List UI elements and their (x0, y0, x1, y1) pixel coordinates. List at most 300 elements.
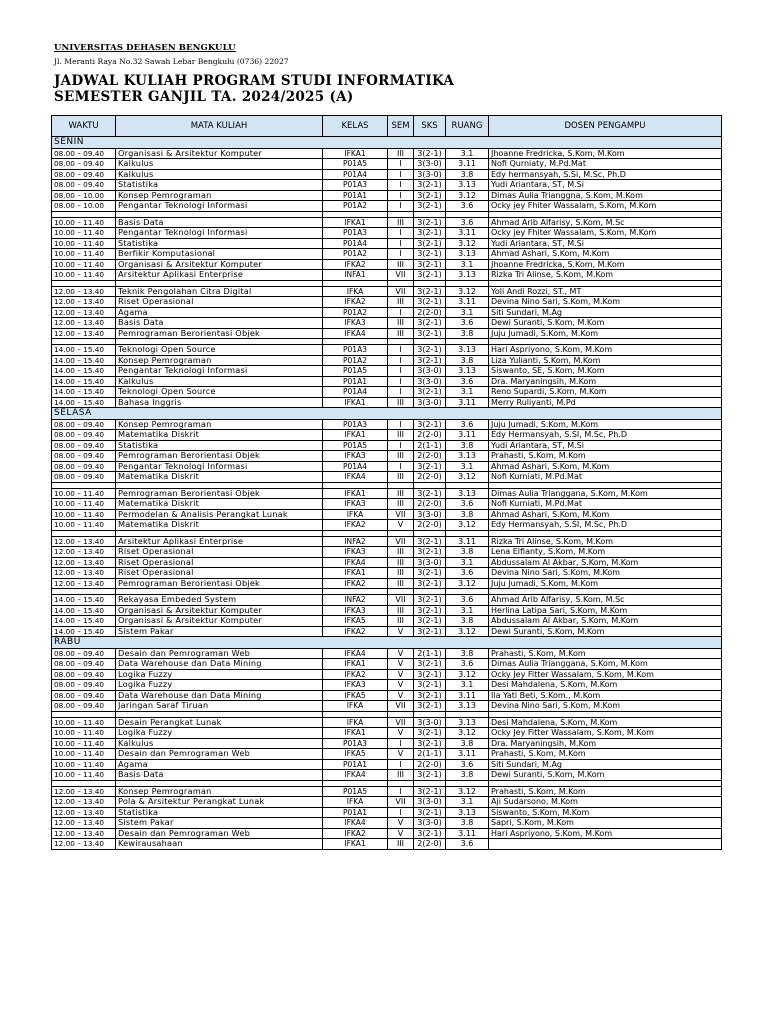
table-row (52, 159, 722, 170)
cell-sks: 3(2-1) (414, 669, 446, 680)
cell-ruang: 3.6 (446, 419, 489, 430)
cell-kelas: IFKA1 (323, 397, 388, 408)
cell-sem: VII (388, 595, 414, 606)
cell-ruang: 3.13 (446, 345, 489, 356)
cell-waktu: 08.00 – 09.40 (52, 419, 116, 430)
cell-mata-kuliah: Teknologi Open Source (116, 387, 323, 398)
cell-ruang: 3.8 (446, 738, 489, 749)
cell-sem: III (388, 217, 414, 228)
cell-mata-kuliah: Riset Operasional (116, 557, 323, 568)
cell-sks: 3(2-1) (414, 807, 446, 818)
cell-kelas: IFKA1 (323, 839, 388, 850)
cell-mata-kuliah: Data Warehouse dan Data Mining (116, 690, 323, 701)
cell-sks: 3(2-1) (414, 286, 446, 297)
cell-kelas: IFKA2 (323, 626, 388, 637)
cell-mata-kuliah: Pemrograman Berorientasi Objek (116, 488, 323, 499)
cell-sks: 3(2-1) (414, 536, 446, 547)
cell-mata-kuliah: Pemrograman Berorientasi Objek (116, 578, 323, 589)
cell-ruang: 3.12 (446, 626, 489, 637)
cell-kelas: P01A3 (323, 345, 388, 356)
cell-dosen: Edy hermansyah, S.Si, M.Sc, Ph.D (489, 169, 722, 180)
cell-kelas: IFKA3 (323, 318, 388, 329)
cell-waktu: 12.00 – 13.40 (52, 786, 116, 797)
cell-mata-kuliah: Basis Data (116, 217, 323, 228)
cell-sem: I (388, 307, 414, 318)
cell-ruang: 3.1 (446, 605, 489, 616)
cell-waktu: 08.00 – 09.40 (52, 430, 116, 441)
cell-dosen: Dewi Suranti, S.Kom, M.Kom (489, 770, 722, 781)
cell-sks: 2(2-0) (414, 430, 446, 441)
table-row (52, 217, 722, 228)
cell-sks: 3(3-0) (414, 366, 446, 377)
cell-kelas: IFKA (323, 509, 388, 520)
cell-dosen: Prahasti, S.Kom, M.Kom (489, 786, 722, 797)
cell-kelas: P01A4 (323, 461, 388, 472)
cell-dosen: Jhoanne Fredricka, S.Kom, M.Kom (489, 148, 722, 159)
cell-mata-kuliah: Kalkulus (116, 738, 323, 749)
cell-ruang: 3.6 (446, 839, 489, 850)
cell-sem: III (388, 568, 414, 579)
cell-ruang: 3.12 (446, 286, 489, 297)
cell-dosen: Siti Sundari, M.Ag (489, 307, 722, 318)
cell-waktu: 08.00 – 09.40 (52, 159, 116, 170)
cell-sks: 3(2-1) (414, 419, 446, 430)
cell-sks: 3(2-1) (414, 461, 446, 472)
cell-sem: III (388, 839, 414, 850)
cell-mata-kuliah: Matematika Diskrit (116, 520, 323, 531)
cell-kelas: IFKA3 (323, 680, 388, 691)
table-row (52, 201, 722, 212)
cell-ruang: 3.11 (446, 690, 489, 701)
cell-sks: 3(2-1) (414, 297, 446, 308)
cell-ruang: 3.1 (446, 307, 489, 318)
cell-kelas: P01A3 (323, 419, 388, 430)
header-mata-kuliah: MATA KULIAH (116, 116, 323, 137)
cell-ruang: 3.12 (446, 728, 489, 739)
table-row (52, 345, 722, 356)
cell-waktu: 10.00 – 11.40 (52, 488, 116, 499)
cell-mata-kuliah: Konsep Pemrograman (116, 419, 323, 430)
cell-sem: I (388, 169, 414, 180)
cell-ruang: 3.13 (446, 249, 489, 260)
table-row (52, 749, 722, 760)
table-row (52, 328, 722, 339)
cell-sem: III (388, 318, 414, 329)
table-row (52, 690, 722, 701)
cell-ruang: 3.11 (446, 297, 489, 308)
cell-waktu: 14.00 – 15.40 (52, 595, 116, 606)
cell-waktu: 08.00 – 09.40 (52, 180, 116, 191)
table-row (52, 770, 722, 781)
cell-mata-kuliah: Rekayasa Embeded System (116, 595, 323, 606)
cell-kelas: P01A2 (323, 249, 388, 260)
cell-ruang: 3.6 (446, 595, 489, 606)
header-dosen: DOSEN PENGAMPU (489, 116, 722, 137)
cell-dosen: Juju Jumadi, S.Kom, M.Kom (489, 419, 722, 430)
cell-kelas: IFKA (323, 797, 388, 808)
cell-waktu: 12.00 – 13.40 (52, 828, 116, 839)
table-row (52, 249, 722, 260)
cell-kelas: IFKA (323, 286, 388, 297)
cell-sem: VII (388, 270, 414, 281)
cell-kelas: P01A3 (323, 180, 388, 191)
cell-waktu: 12.00 – 13.40 (52, 547, 116, 558)
cell-mata-kuliah: Statistika (116, 180, 323, 191)
table-row (52, 547, 722, 558)
cell-sks: 2(2-0) (414, 472, 446, 483)
cell-sem: V (388, 818, 414, 829)
cell-ruang: 3.13 (446, 717, 489, 728)
cell-sks: 2(2-0) (414, 839, 446, 850)
cell-sem: VII (388, 536, 414, 547)
cell-dosen: Ocky Jey Fitter Wassalam, S.Kom, M.Kom (489, 728, 722, 739)
cell-dosen: Ahmad Arib Alfarisy, S.Kom, M.Sc (489, 217, 722, 228)
cell-waktu: 08.00 – 09.40 (52, 680, 116, 691)
cell-sem: I (388, 159, 414, 170)
cell-sks: 3(2-1) (414, 259, 446, 270)
cell-kelas: IFKA5 (323, 690, 388, 701)
cell-kelas: IFKA4 (323, 472, 388, 483)
cell-dosen: Hari Aspriyono, S.Kom, M.Kom (489, 345, 722, 356)
cell-sem: III (388, 297, 414, 308)
cell-mata-kuliah: Statistika (116, 238, 323, 249)
cell-mata-kuliah: Organisasi & Arsitektur Komputer (116, 259, 323, 270)
table-row (52, 451, 722, 462)
cell-mata-kuliah: Sistem Pakar (116, 626, 323, 637)
cell-waktu: 10.00 – 11.40 (52, 770, 116, 781)
cell-dosen: Dra. Maryaningsih, M.Kom (489, 738, 722, 749)
day-header-row (52, 137, 722, 149)
cell-ruang: 3.1 (446, 797, 489, 808)
cell-waktu: 10.00 – 11.40 (52, 238, 116, 249)
table-row (52, 190, 722, 201)
cell-mata-kuliah: Organisasi & Arsitektur Komputer (116, 616, 323, 627)
cell-sem: I (388, 786, 414, 797)
cell-ruang: 3.11 (446, 228, 489, 239)
cell-sks: 3(2-1) (414, 680, 446, 691)
cell-kelas: P01A5 (323, 786, 388, 797)
schedule-title: JADWAL KULIAH PROGRAM STUDI INFORMATIKA (54, 73, 455, 89)
table-row (52, 286, 722, 297)
cell-dosen: Dra. Maryaningsih, M.Kom (489, 376, 722, 387)
table-row (52, 169, 722, 180)
cell-mata-kuliah: Teknologi Open Source (116, 345, 323, 356)
cell-kelas: IFKA1 (323, 488, 388, 499)
cell-ruang: 3.11 (446, 397, 489, 408)
cell-dosen: Rizka Tri Alinse, S.Kom, M.Kom (489, 536, 722, 547)
cell-sem: I (388, 228, 414, 239)
schedule-table (51, 115, 722, 850)
cell-dosen: Ahmad Ashari, S.Kom, M.Kom (489, 249, 722, 260)
cell-mata-kuliah: Jaringan Saraf Tiruan (116, 701, 323, 712)
cell-waktu: 14.00 – 15.40 (52, 605, 116, 616)
cell-sem: III (388, 472, 414, 483)
table-row (52, 376, 722, 387)
cell-sks: 3(2-1) (414, 605, 446, 616)
cell-sks: 2(2-0) (414, 520, 446, 531)
cell-sem: III (388, 328, 414, 339)
cell-sks: 3(2-1) (414, 180, 446, 191)
cell-mata-kuliah: Desain dan Pemrograman Web (116, 648, 323, 659)
cell-sem: V (388, 669, 414, 680)
cell-sks: 3(2-1) (414, 786, 446, 797)
cell-sem: VII (388, 797, 414, 808)
cell-dosen: Ahmad Ashari, S.Kom, M.Kom (489, 461, 722, 472)
cell-waktu: 10.00 – 11.40 (52, 499, 116, 510)
cell-dosen: Yudi Ariantara, ST, M.Si (489, 238, 722, 249)
cell-sks: 3(2-1) (414, 249, 446, 260)
cell-mata-kuliah: Kalkulus (116, 159, 323, 170)
cell-dosen: Nofi Qurniaty, M.Pd.Mat (489, 159, 722, 170)
cell-ruang: 3.8 (446, 440, 489, 451)
cell-ruang: 3.8 (446, 616, 489, 627)
cell-sks: 3(3-0) (414, 397, 446, 408)
table-row (52, 148, 722, 159)
cell-ruang: 3.12 (446, 190, 489, 201)
cell-sem: III (388, 259, 414, 270)
cell-sem: V (388, 659, 414, 670)
cell-waktu: 10.00 – 11.40 (52, 259, 116, 270)
cell-sks: 3(2-1) (414, 387, 446, 398)
cell-mata-kuliah: Data Warehouse dan Data Mining (116, 659, 323, 670)
cell-sks: 3(2-1) (414, 616, 446, 627)
cell-sem: III (388, 557, 414, 568)
cell-ruang: 3.12 (446, 578, 489, 589)
cell-sks: 3(3-0) (414, 557, 446, 568)
cell-kelas: IFKA5 (323, 749, 388, 760)
cell-ruang: 3.8 (446, 328, 489, 339)
cell-ruang: 3.13 (446, 270, 489, 281)
cell-dosen: Jhoanne Fredricka, S.Kom, M.Kom (489, 259, 722, 270)
schedule-body (52, 137, 722, 850)
table-row (52, 616, 722, 627)
cell-waktu: 08.00 – 10.00 (52, 201, 116, 212)
cell-kelas: P01A1 (323, 376, 388, 387)
cell-mata-kuliah: Agama (116, 307, 323, 318)
cell-sks: 3(2-1) (414, 728, 446, 739)
table-row (52, 488, 722, 499)
cell-dosen: Dimas Aulia Trianggna, S.Kom, M.Kom (489, 190, 722, 201)
table-row (52, 430, 722, 441)
cell-ruang: 3.11 (446, 430, 489, 441)
cell-sks: 2(2-0) (414, 759, 446, 770)
table-row (52, 461, 722, 472)
cell-kelas: P01A5 (323, 159, 388, 170)
cell-dosen: Prahasti, S.Kom, M.Kom (489, 648, 722, 659)
cell-kelas: P01A4 (323, 238, 388, 249)
cell-waktu: 08.00 – 09.40 (52, 451, 116, 462)
cell-kelas: IFKA3 (323, 451, 388, 462)
table-row (52, 605, 722, 616)
day-header-row (52, 408, 722, 420)
cell-sks: 3(3-0) (414, 797, 446, 808)
cell-ruang: 3.12 (446, 669, 489, 680)
cell-dosen: Ila Yati Beti, S.Kom., M.Kom (489, 690, 722, 701)
cell-kelas: P01A2 (323, 355, 388, 366)
cell-waktu: 08.00 – 09.40 (52, 472, 116, 483)
cell-ruang: 3.13 (446, 366, 489, 377)
table-row (52, 440, 722, 451)
cell-waktu: 08.00 – 09.40 (52, 440, 116, 451)
cell-mata-kuliah: Desain dan Pemrograman Web (116, 828, 323, 839)
cell-waktu: 08.00 – 09.40 (52, 701, 116, 712)
cell-dosen: Devina Nino Sari, S.Kom, M.Kom (489, 568, 722, 579)
cell-kelas: IFKA1 (323, 148, 388, 159)
cell-waktu: 12.00 – 13.40 (52, 328, 116, 339)
day-name: SELASA (52, 408, 722, 420)
cell-sem: III (388, 488, 414, 499)
cell-sks: 3(2-1) (414, 547, 446, 558)
cell-dosen: Liza Yulianti, S.Kom, M.Kom (489, 355, 722, 366)
table-row (52, 238, 722, 249)
cell-dosen: Desi Mahdalena, S.Kom, M.Kom (489, 717, 722, 728)
cell-waktu: 10.00 – 11.40 (52, 738, 116, 749)
cell-dosen: Rizka Tri Alinse, S.Kom, M.Kom (489, 270, 722, 281)
cell-mata-kuliah: Permodelan & Analisis Perangkat Lunak (116, 509, 323, 520)
table-row (52, 839, 722, 850)
table-header-row (52, 116, 722, 137)
cell-mata-kuliah: Kalkulus (116, 376, 323, 387)
cell-ruang: 3.8 (446, 648, 489, 659)
cell-kelas: P01A1 (323, 759, 388, 770)
header-ruang: RUANG (446, 116, 489, 137)
table-row (52, 270, 722, 281)
table-row (52, 318, 722, 329)
cell-dosen: Aji Sudarsono, M.Kom (489, 797, 722, 808)
cell-sem: VII (388, 701, 414, 712)
cell-kelas: P01A1 (323, 807, 388, 818)
table-row (52, 717, 722, 728)
cell-kelas: IFKA4 (323, 770, 388, 781)
cell-ruang: 3.13 (446, 180, 489, 191)
cell-dosen: Devina Nino Sari, S.Kom, M.Kom (489, 297, 722, 308)
cell-dosen: Ahmad Ashari, S.Kom, M.Kom (489, 509, 722, 520)
cell-sks: 3(2-1) (414, 690, 446, 701)
cell-kelas: IFKA4 (323, 818, 388, 829)
cell-sem: VII (388, 286, 414, 297)
cell-sem: I (388, 440, 414, 451)
cell-sks: 2(1-1) (414, 440, 446, 451)
table-row (52, 659, 722, 670)
cell-dosen: Siti Sundari, M.Ag (489, 759, 722, 770)
cell-mata-kuliah: Pola & Arsitektur Perangkat Lunak (116, 797, 323, 808)
cell-mata-kuliah: Pemrograman Berorientasi Objek (116, 328, 323, 339)
cell-sem: I (388, 180, 414, 191)
cell-dosen: Herlina Latipa Sari, S.Kom, M.Kom (489, 605, 722, 616)
cell-waktu: 10.00 – 11.40 (52, 509, 116, 520)
cell-sks: 3(2-1) (414, 148, 446, 159)
cell-ruang: 3.13 (446, 488, 489, 499)
cell-dosen: Juju Jumadi, S.Kom, M.Kom (489, 578, 722, 589)
cell-sks: 2(2-0) (414, 451, 446, 462)
cell-dosen: Dewi Suranti, S.Kom, M.Kom (489, 318, 722, 329)
cell-dosen: Yudi Ariantara, ST, M.Si (489, 440, 722, 451)
cell-sks: 3(2-1) (414, 568, 446, 579)
cell-sks: 3(2-1) (414, 328, 446, 339)
table-row (52, 578, 722, 589)
cell-mata-kuliah: Statistika (116, 440, 323, 451)
table-row (52, 366, 722, 377)
cell-kelas: IFKA2 (323, 520, 388, 531)
cell-dosen: Abdussalam Al Akbar, S.Kom, M.Kom (489, 616, 722, 627)
cell-mata-kuliah: Organisasi & Arsitektur Komputer (116, 605, 323, 616)
cell-kelas: P01A2 (323, 201, 388, 212)
cell-mata-kuliah: Statistika (116, 807, 323, 818)
cell-mata-kuliah: Pengantar Teknologi Informasi (116, 366, 323, 377)
cell-kelas: P01A4 (323, 387, 388, 398)
cell-sem: III (388, 397, 414, 408)
cell-waktu: 12.00 – 13.40 (52, 536, 116, 547)
cell-mata-kuliah: Konsep Pemrograman (116, 190, 323, 201)
table-row (52, 557, 722, 568)
cell-sks: 3(3-0) (414, 818, 446, 829)
cell-dosen (489, 839, 722, 850)
cell-mata-kuliah: Desain Perangkat Lunak (116, 717, 323, 728)
cell-waktu: 14.00 – 15.40 (52, 355, 116, 366)
cell-ruang: 3.6 (446, 568, 489, 579)
cell-waktu: 12.00 – 13.40 (52, 818, 116, 829)
cell-sem: III (388, 148, 414, 159)
cell-waktu: 12.00 – 13.40 (52, 297, 116, 308)
cell-sem: V (388, 728, 414, 739)
cell-waktu: 08.00 – 09.40 (52, 690, 116, 701)
day-name: RABU (52, 637, 722, 649)
table-row (52, 786, 722, 797)
cell-ruang: 3.6 (446, 217, 489, 228)
cell-waktu: 14.00 – 15.40 (52, 376, 116, 387)
cell-sem: V (388, 520, 414, 531)
cell-kelas: IFKA1 (323, 659, 388, 670)
cell-dosen: Lena Elfianty, S.Kom, M.Kom (489, 547, 722, 558)
cell-ruang: 3.11 (446, 159, 489, 170)
cell-dosen: Dewi Suranti, S.Kom, M.Kom (489, 626, 722, 637)
cell-mata-kuliah: Riset Operasional (116, 547, 323, 558)
cell-waktu: 10.00 – 11.40 (52, 520, 116, 531)
cell-waktu: 14.00 – 15.40 (52, 616, 116, 627)
cell-sks: 3(3-0) (414, 169, 446, 180)
table-row (52, 536, 722, 547)
cell-ruang: 3.13 (446, 807, 489, 818)
table-row (52, 626, 722, 637)
cell-mata-kuliah: Matematika Diskrit (116, 499, 323, 510)
cell-sem: V (388, 626, 414, 637)
cell-dosen: Ocky Jey Fitter Wassalam, S.Kom, M.Kom (489, 669, 722, 680)
cell-ruang: 3.12 (446, 238, 489, 249)
cell-sem: I (388, 201, 414, 212)
cell-waktu: 08.00 – 09.40 (52, 169, 116, 180)
cell-waktu: 08.00 – 09.40 (52, 659, 116, 670)
table-row (52, 259, 722, 270)
cell-sks: 3(2-1) (414, 626, 446, 637)
cell-kelas: IFKA3 (323, 605, 388, 616)
cell-sem: III (388, 605, 414, 616)
table-row (52, 297, 722, 308)
schedule-subtitle: SEMESTER GANJIL TA. 2024/2025 (A) (54, 89, 354, 105)
cell-kelas: IFKA2 (323, 259, 388, 270)
cell-kelas: P01A2 (323, 307, 388, 318)
cell-ruang: 3.12 (446, 786, 489, 797)
cell-kelas: P01A3 (323, 228, 388, 239)
table-row (52, 397, 722, 408)
university-name: UNIVERSITAS DEHASEN BENGKULU (54, 43, 236, 53)
cell-waktu: 12.00 – 13.40 (52, 568, 116, 579)
cell-ruang: 3.1 (446, 148, 489, 159)
table-row (52, 520, 722, 531)
cell-waktu: 12.00 – 13.40 (52, 578, 116, 589)
cell-ruang: 3.6 (446, 201, 489, 212)
cell-dosen: Nofi Kurniati, M.Pd.Mat (489, 499, 722, 510)
cell-sem: I (388, 461, 414, 472)
